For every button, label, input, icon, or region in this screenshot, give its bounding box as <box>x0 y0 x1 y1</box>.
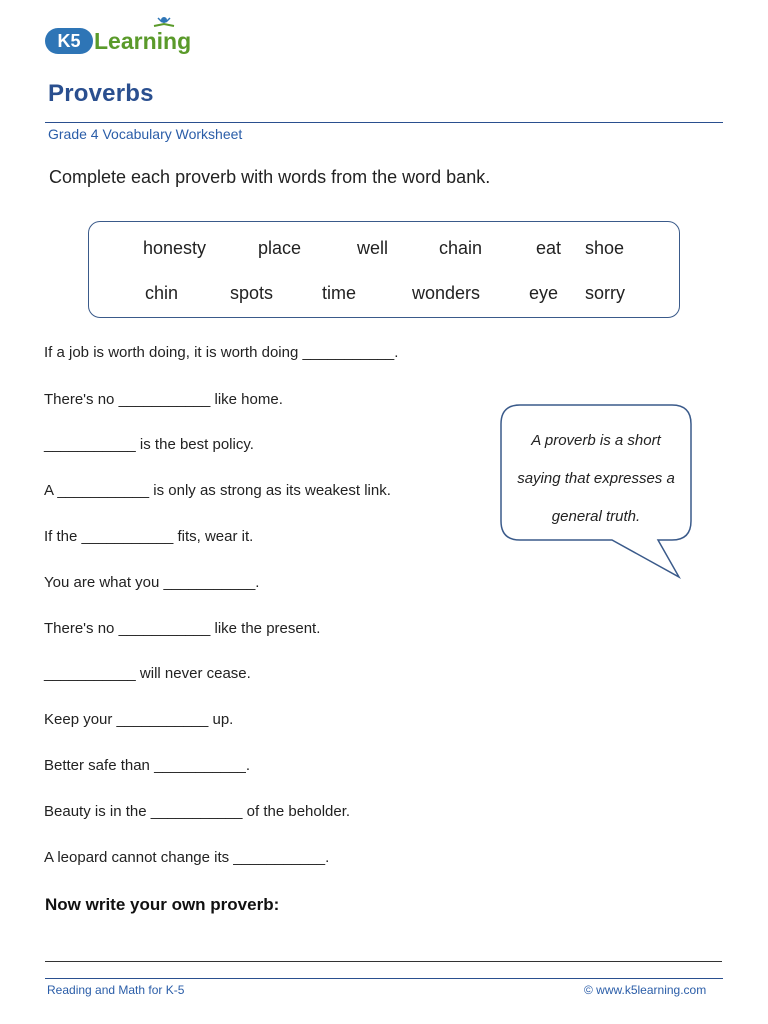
logo-graphic <box>44 14 214 62</box>
word-bank-item: well <box>357 238 389 258</box>
proverb-sentence: There's no ___________ like home. <box>44 391 283 408</box>
proverb-sentence: There's no ___________ like the present. <box>44 620 321 637</box>
k5-learning-logo <box>44 14 214 62</box>
callout-line: A proverb is a short <box>531 432 661 449</box>
instructions: Complete each proverb with words from the word bank. <box>49 167 491 187</box>
proverb-sentence: If the ___________ fits, wear it. <box>44 528 254 545</box>
footer-website: © www.k5learning.com <box>584 983 707 997</box>
word-bank-item: time <box>322 283 357 303</box>
word-bank-item: chain <box>439 238 483 258</box>
word-bank-item: honesty <box>143 238 207 258</box>
svg-text:K5: K5 <box>57 31 81 51</box>
proverb-sentence: If a job is worth doing, it is worth doing ___________. <box>44 344 399 361</box>
proverb-sentence: Better safe than ___________. <box>44 757 251 774</box>
word-bank-item: shoe <box>585 238 625 258</box>
proverb-sentence: Keep your ___________ up. <box>44 711 234 728</box>
word-bank-item: wonders <box>412 283 481 303</box>
callout-text <box>500 422 692 536</box>
definition-callout <box>500 404 692 580</box>
word-bank-item: eye <box>529 283 559 303</box>
word-bank-item: place <box>258 238 302 258</box>
proverb-sentence: Beauty is in the ___________ of the beholder. <box>44 803 351 820</box>
proverb-sentence: ___________ is the best policy. <box>44 436 254 453</box>
own-proverb-heading: Now write your own proverb: <box>45 895 280 914</box>
svg-text:Learning: Learning <box>94 28 192 54</box>
word-bank-item: chin <box>145 283 179 303</box>
callout-line: general truth. <box>551 508 641 525</box>
proverb-sentence: ___________ will never cease. <box>44 665 251 682</box>
footer-tagline: Reading and Math for K-5 <box>47 983 185 997</box>
proverb-sentence: You are what you ___________. <box>44 574 260 591</box>
proverb-sentence: A ___________ is only as strong as its weakest link. <box>44 482 391 499</box>
callout-line: saying that expresses a <box>517 470 675 487</box>
worksheet-subtitle: Grade 4 Vocabulary Worksheet <box>48 126 243 142</box>
footer-divider <box>45 978 723 979</box>
page-title: Proverbs <box>48 80 154 107</box>
word-bank <box>88 221 680 318</box>
word-bank-item: eat <box>536 238 562 258</box>
word-bank-item: spots <box>230 283 274 303</box>
answer-line <box>45 961 722 962</box>
title-divider <box>45 122 723 123</box>
proverb-sentence: A leopard cannot change its ___________. <box>44 849 330 866</box>
word-bank-item: sorry <box>585 283 625 303</box>
